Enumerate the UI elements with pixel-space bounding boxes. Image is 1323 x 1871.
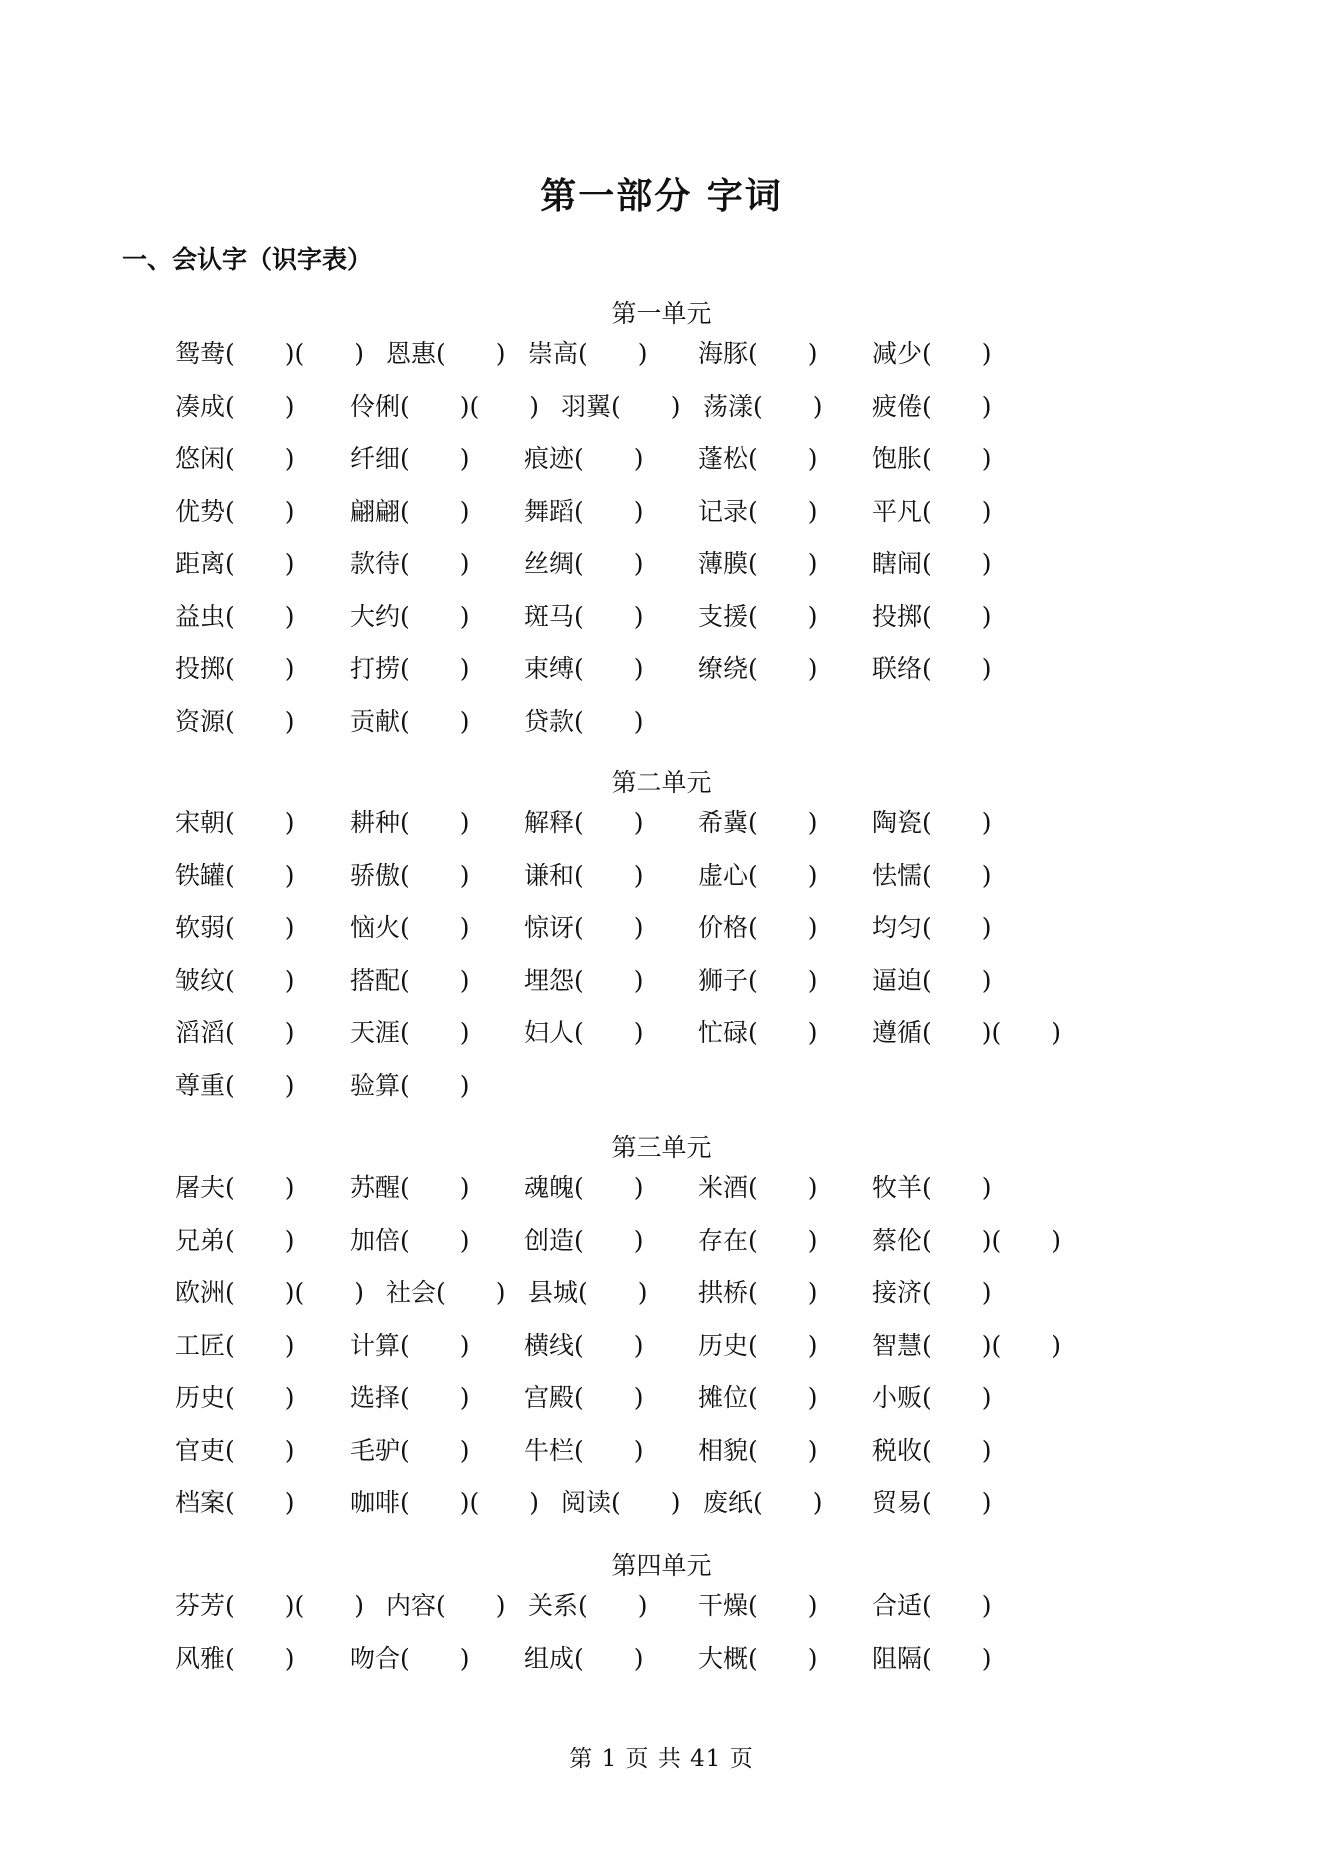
word-item: 芬芳( )( ) bbox=[175, 1591, 365, 1620]
word-item: 屠夫( ) bbox=[175, 1173, 295, 1202]
word-item: 陶瓷( ) bbox=[872, 808, 992, 837]
unit-title: 第三单元 bbox=[611, 1133, 712, 1162]
word-item: 接济( ) bbox=[872, 1278, 992, 1307]
word-item: 平凡( ) bbox=[872, 496, 992, 526]
word-item: 尊重( ) bbox=[175, 1070, 295, 1100]
word-item: 投掷( ) bbox=[175, 654, 295, 683]
word-item: 蔡伦( )( ) bbox=[872, 1225, 1062, 1255]
word-item: 县城( ) bbox=[528, 1278, 648, 1307]
word-item: 凑成( ) bbox=[175, 391, 295, 421]
word-item: 饱胀( ) bbox=[872, 444, 992, 473]
word-item: 横线( ) bbox=[524, 1330, 644, 1360]
word-item: 拱桥( ) bbox=[698, 1278, 818, 1307]
word-item: 合适( ) bbox=[872, 1591, 992, 1620]
word-item: 干燥( ) bbox=[698, 1591, 818, 1620]
word-item: 宫殿( ) bbox=[524, 1383, 644, 1412]
word-item: 记录( ) bbox=[698, 496, 818, 526]
word-item: 荡漾( ) bbox=[703, 391, 823, 421]
word-item: 谦和( ) bbox=[524, 860, 644, 890]
word-item: 解释( ) bbox=[524, 808, 644, 837]
word-item: 加倍( ) bbox=[350, 1225, 470, 1255]
word-item: 大概( ) bbox=[698, 1643, 818, 1673]
word-item: 舞蹈( ) bbox=[524, 496, 644, 526]
word-item: 工匠( ) bbox=[175, 1330, 295, 1360]
unit-title: 第四单元 bbox=[611, 1551, 712, 1580]
word-item: 咖啡( )( ) bbox=[350, 1488, 540, 1517]
word-item: 虚心( ) bbox=[698, 860, 818, 890]
word-item: 鸳鸯( )( ) bbox=[175, 339, 365, 368]
word-item: 毛驴( ) bbox=[350, 1435, 470, 1465]
word-item: 税收( ) bbox=[872, 1435, 992, 1465]
word-item: 纤细( ) bbox=[350, 444, 470, 473]
word-item: 益虫( ) bbox=[175, 601, 295, 631]
word-item: 选择( ) bbox=[350, 1383, 470, 1412]
word-item: 恩惠( ) bbox=[386, 339, 506, 368]
word-item: 翩翩( ) bbox=[350, 496, 470, 526]
word-item: 风雅( ) bbox=[175, 1643, 295, 1673]
word-item: 牛栏( ) bbox=[524, 1435, 644, 1465]
word-item: 遵循( )( ) bbox=[872, 1018, 1062, 1047]
word-item: 价格( ) bbox=[698, 913, 818, 942]
word-item: 吻合( ) bbox=[350, 1643, 470, 1673]
section-heading: 一、会认字（识字表） bbox=[122, 245, 373, 274]
word-item: 组成( ) bbox=[524, 1643, 644, 1673]
word-item: 怯懦( ) bbox=[872, 860, 992, 890]
word-item: 宋朝( ) bbox=[175, 808, 295, 837]
word-item: 埋怨( ) bbox=[524, 965, 644, 995]
word-item: 铁罐( ) bbox=[175, 860, 295, 890]
page-title: 第一部分 字词 bbox=[540, 175, 783, 217]
page-footer: 第 1 页 共 41 页 bbox=[569, 1746, 754, 1772]
word-item: 斑马( ) bbox=[524, 601, 644, 631]
word-item: 悠闲( ) bbox=[175, 444, 295, 473]
word-item: 验算( ) bbox=[350, 1070, 470, 1100]
word-item: 优势( ) bbox=[175, 496, 295, 526]
word-item: 忙碌( ) bbox=[698, 1018, 818, 1047]
unit-title: 第一单元 bbox=[611, 299, 712, 328]
word-item: 智慧( )( ) bbox=[872, 1330, 1062, 1360]
word-item: 创造( ) bbox=[524, 1225, 644, 1255]
word-item: 逼迫( ) bbox=[872, 965, 992, 995]
word-item: 惊讶( ) bbox=[524, 913, 644, 942]
word-item: 耕种( ) bbox=[350, 808, 470, 837]
word-item: 均匀( ) bbox=[872, 913, 992, 942]
word-item: 投掷( ) bbox=[872, 601, 992, 631]
word-item: 狮子( ) bbox=[698, 965, 818, 995]
word-item: 社会( ) bbox=[386, 1278, 506, 1307]
word-item: 束缚( ) bbox=[524, 654, 644, 683]
word-item: 欧洲( )( ) bbox=[175, 1278, 365, 1307]
word-item: 痕迹( ) bbox=[524, 444, 644, 473]
word-item: 摊位( ) bbox=[698, 1383, 818, 1412]
word-item: 苏醒( ) bbox=[350, 1173, 470, 1202]
word-item: 米酒( ) bbox=[698, 1173, 818, 1202]
word-item: 资源( ) bbox=[175, 706, 295, 736]
word-item: 天涯( ) bbox=[350, 1018, 470, 1047]
word-item: 贷款( ) bbox=[524, 706, 644, 736]
word-item: 存在( ) bbox=[698, 1225, 818, 1255]
word-item: 相貌( ) bbox=[698, 1435, 818, 1465]
word-item: 历史( ) bbox=[698, 1330, 818, 1360]
word-item: 薄膜( ) bbox=[698, 549, 818, 578]
word-item: 大约( ) bbox=[350, 601, 470, 631]
word-item: 软弱( ) bbox=[175, 913, 295, 942]
word-item: 妇人( ) bbox=[524, 1018, 644, 1047]
word-item: 皱纹( ) bbox=[175, 965, 295, 995]
word-item: 关系( ) bbox=[528, 1591, 648, 1620]
word-item: 搭配( ) bbox=[350, 965, 470, 995]
word-item: 减少( ) bbox=[872, 339, 992, 368]
word-item: 疲倦( ) bbox=[872, 391, 992, 421]
word-item: 伶俐( )( ) bbox=[350, 391, 540, 421]
word-item: 支援( ) bbox=[698, 601, 818, 631]
word-item: 崇高( ) bbox=[528, 339, 648, 368]
word-item: 蓬松( ) bbox=[698, 444, 818, 473]
unit-title: 第二单元 bbox=[611, 768, 712, 797]
word-item: 恼火( ) bbox=[350, 913, 470, 942]
word-item: 打捞( ) bbox=[350, 654, 470, 683]
word-item: 骄傲( ) bbox=[350, 860, 470, 890]
word-item: 计算( ) bbox=[350, 1330, 470, 1360]
word-item: 款待( ) bbox=[350, 549, 470, 578]
word-item: 缭绕( ) bbox=[698, 654, 818, 683]
word-item: 档案( ) bbox=[175, 1488, 295, 1517]
word-item: 牧羊( ) bbox=[872, 1173, 992, 1202]
word-item: 内容( ) bbox=[386, 1591, 506, 1620]
word-item: 贸易( ) bbox=[872, 1488, 992, 1517]
word-item: 海豚( ) bbox=[698, 339, 818, 368]
word-item: 官吏( ) bbox=[175, 1435, 295, 1465]
word-item: 贡献( ) bbox=[350, 706, 470, 736]
word-item: 联络( ) bbox=[872, 654, 992, 683]
word-item: 丝绸( ) bbox=[524, 549, 644, 578]
word-item: 小贩( ) bbox=[872, 1383, 992, 1412]
word-item: 魂魄( ) bbox=[524, 1173, 644, 1202]
word-item: 阻隔( ) bbox=[872, 1643, 992, 1673]
word-item: 废纸( ) bbox=[703, 1488, 823, 1517]
word-item: 滔滔( ) bbox=[175, 1018, 295, 1047]
word-item: 羽翼( ) bbox=[561, 391, 681, 421]
word-item: 希冀( ) bbox=[698, 808, 818, 837]
word-item: 历史( ) bbox=[175, 1383, 295, 1412]
word-item: 距离( ) bbox=[175, 549, 295, 578]
word-item: 兄弟( ) bbox=[175, 1225, 295, 1255]
word-item: 瞎闹( ) bbox=[872, 549, 992, 578]
word-item: 阅读( ) bbox=[561, 1488, 681, 1517]
